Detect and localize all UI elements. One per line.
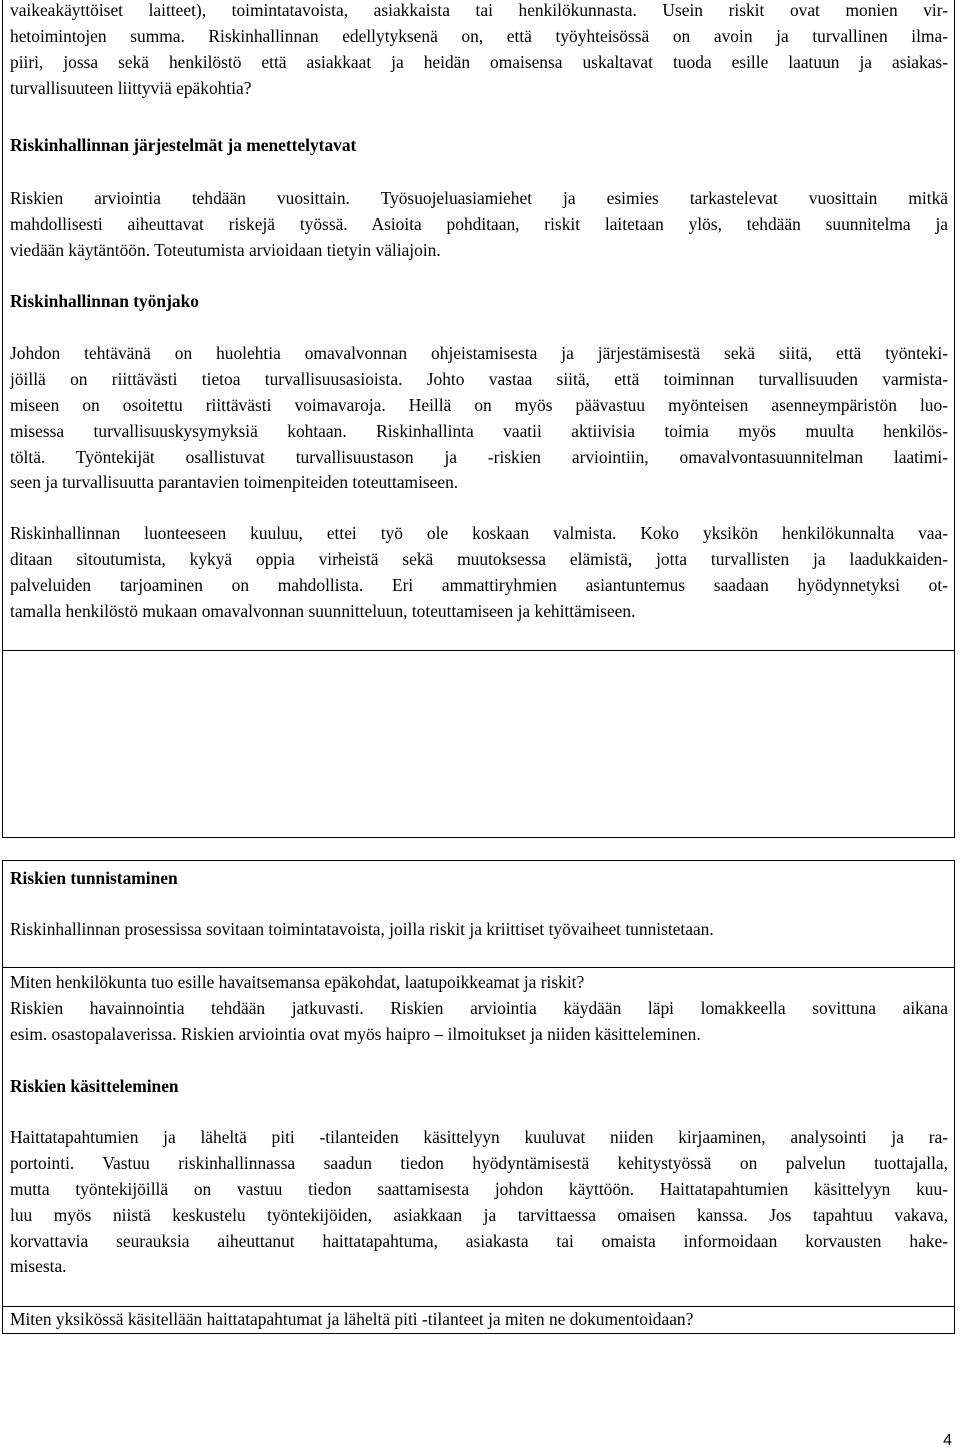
- intro-paragraph: vaikeakäyttöiset laitteet), toimintatavoista, asiakkaista tai henkilökunnasta. Usein riskit ovat monien vir- hetoimintojen summa. Riskinhallinnan edellytyksenä on, että työyhteisössä on avoin ja turvallinen ilma- piiri, jossa sekä henkilöstö että asiakkaat ja heidän omaisensa uskaltavat tuoda esille laatuun ja asiakas- turvallisuuteen liittyviä epäkohtia?: [10, 0, 948, 98]
- heading-risk-handling: Riskien käsitteleminen: [10, 1076, 179, 1096]
- risk-identification-paragraph: Riskinhallinnan prosessissa sovitaan toimintatavoista, joilla riskit ja kriittiset työvaiheet tunnistetaan.: [10, 919, 714, 939]
- division-of-work-paragraph: Johdon tehtävänä on huolehtia omavalvonnan ohjeistamisesta ja järjestämisestä sekä siitä, että työnteki- jöillä on riittävästi tietoa turvallisuusasioista. Johto vastaa siitä, että toiminnan turvallisuuden varmista- miseen on osoitettu riittävästi voimavaroja. Heillä on myös päävastuu myönteisen asenneympäristön luo- misessa turvallisuuskysymyksiä kohtaan. Riskinhallinta vaatii aktiivisia toimia myös muulta henkilös- töltä. Työntekijät osallistuvat turvallisuustason ja -riskien arviointiin, omavalvontasuunnitelman laatimi- seen ja turvallisuutta parantavien toimenpiteiden toteuttamiseen.: [10, 343, 948, 493]
- divider: [2, 967, 955, 968]
- answer-reporting: Riskien havainnointia tehdään jatkuvasti. Riskien arviointia käydään läpi lomakkeella sovittuna aikana esim. osastopalaverissa. Riskien arviointia ovat myös haipro – ilmoitukset ja niiden käsitteleminen.: [10, 998, 948, 1044]
- heading-risk-identification: Riskien tunnistaminen: [10, 868, 178, 888]
- empty-answer-box: [2, 650, 955, 838]
- heading-division-of-work: Riskinhallinnan työnjako: [10, 291, 199, 311]
- risk-handling-paragraph: Haittatapahtumien ja läheltä piti -tilanteiden käsittelyyn kuuluvat niiden kirjaaminen, analysointi ja ra- portointi. Vastuu riskinhallinnassa saadun tiedon hyödyntämisestä kehitystyössä on palvelun tuottajalla, mutta työntekijöillä on vastuu tiedon saattamisesta johdon käyttöön. Haittatapahtumien käsittelyyn kuu- luu myös niistä keskustelu työntekijöiden, asiakkaan ja tarvittaessa omaisen kanssa. Jos tapahtuu vakava, korvattavia seurauksia aiheuttanut haittatapahtuma, asiakasta tai omaista informoidaan korvausten hake- misesta.: [10, 1127, 948, 1277]
- question-reporting: Miten henkilökunta tuo esille havaitsemansa epäkohdat, laatupoikkeamat ja riskit?: [10, 972, 585, 992]
- continuity-paragraph: Riskinhallinnan luonteeseen kuuluu, ettei työ ole koskaan valmista. Koko yksikön henkilökunnalta vaa- ditaan sitoutumista, kykyä oppia virheistä sekä muutoksessa elämistä, jotta turvallisten ja laadukkaiden- palveluiden tarjoaminen on mahdollista. Eri ammattiryhmien asiantuntemus saadaan hyödynnetyksi ot- tamalla henkilöstö mukaan omavalvonnan suunnitteluun, toteuttamiseen ja kehittämiseen.: [10, 523, 948, 621]
- question-documentation: Miten yksikössä käsitellään haittatapahtumat ja läheltä piti -tilanteet ja miten ne dokumentoidaan?: [10, 1309, 694, 1329]
- risk-systems-paragraph: Riskien arviointia tehdään vuosittain. Työsuojeluasiamiehet ja esimies tarkastelevat vuosittain mitkä mahdollisesti aiheuttavat riskejä työssä. Asioita pohditaan, riskit laitetaan ylös, tehdään suunnitelma ja viedään käytäntöön. Toteutumista arvioidaan tietyin väliajoin.: [10, 188, 948, 260]
- page-number: 4: [943, 1432, 952, 1449]
- heading-risk-systems: Riskinhallinnan järjestelmät ja menettelytavat: [10, 135, 357, 155]
